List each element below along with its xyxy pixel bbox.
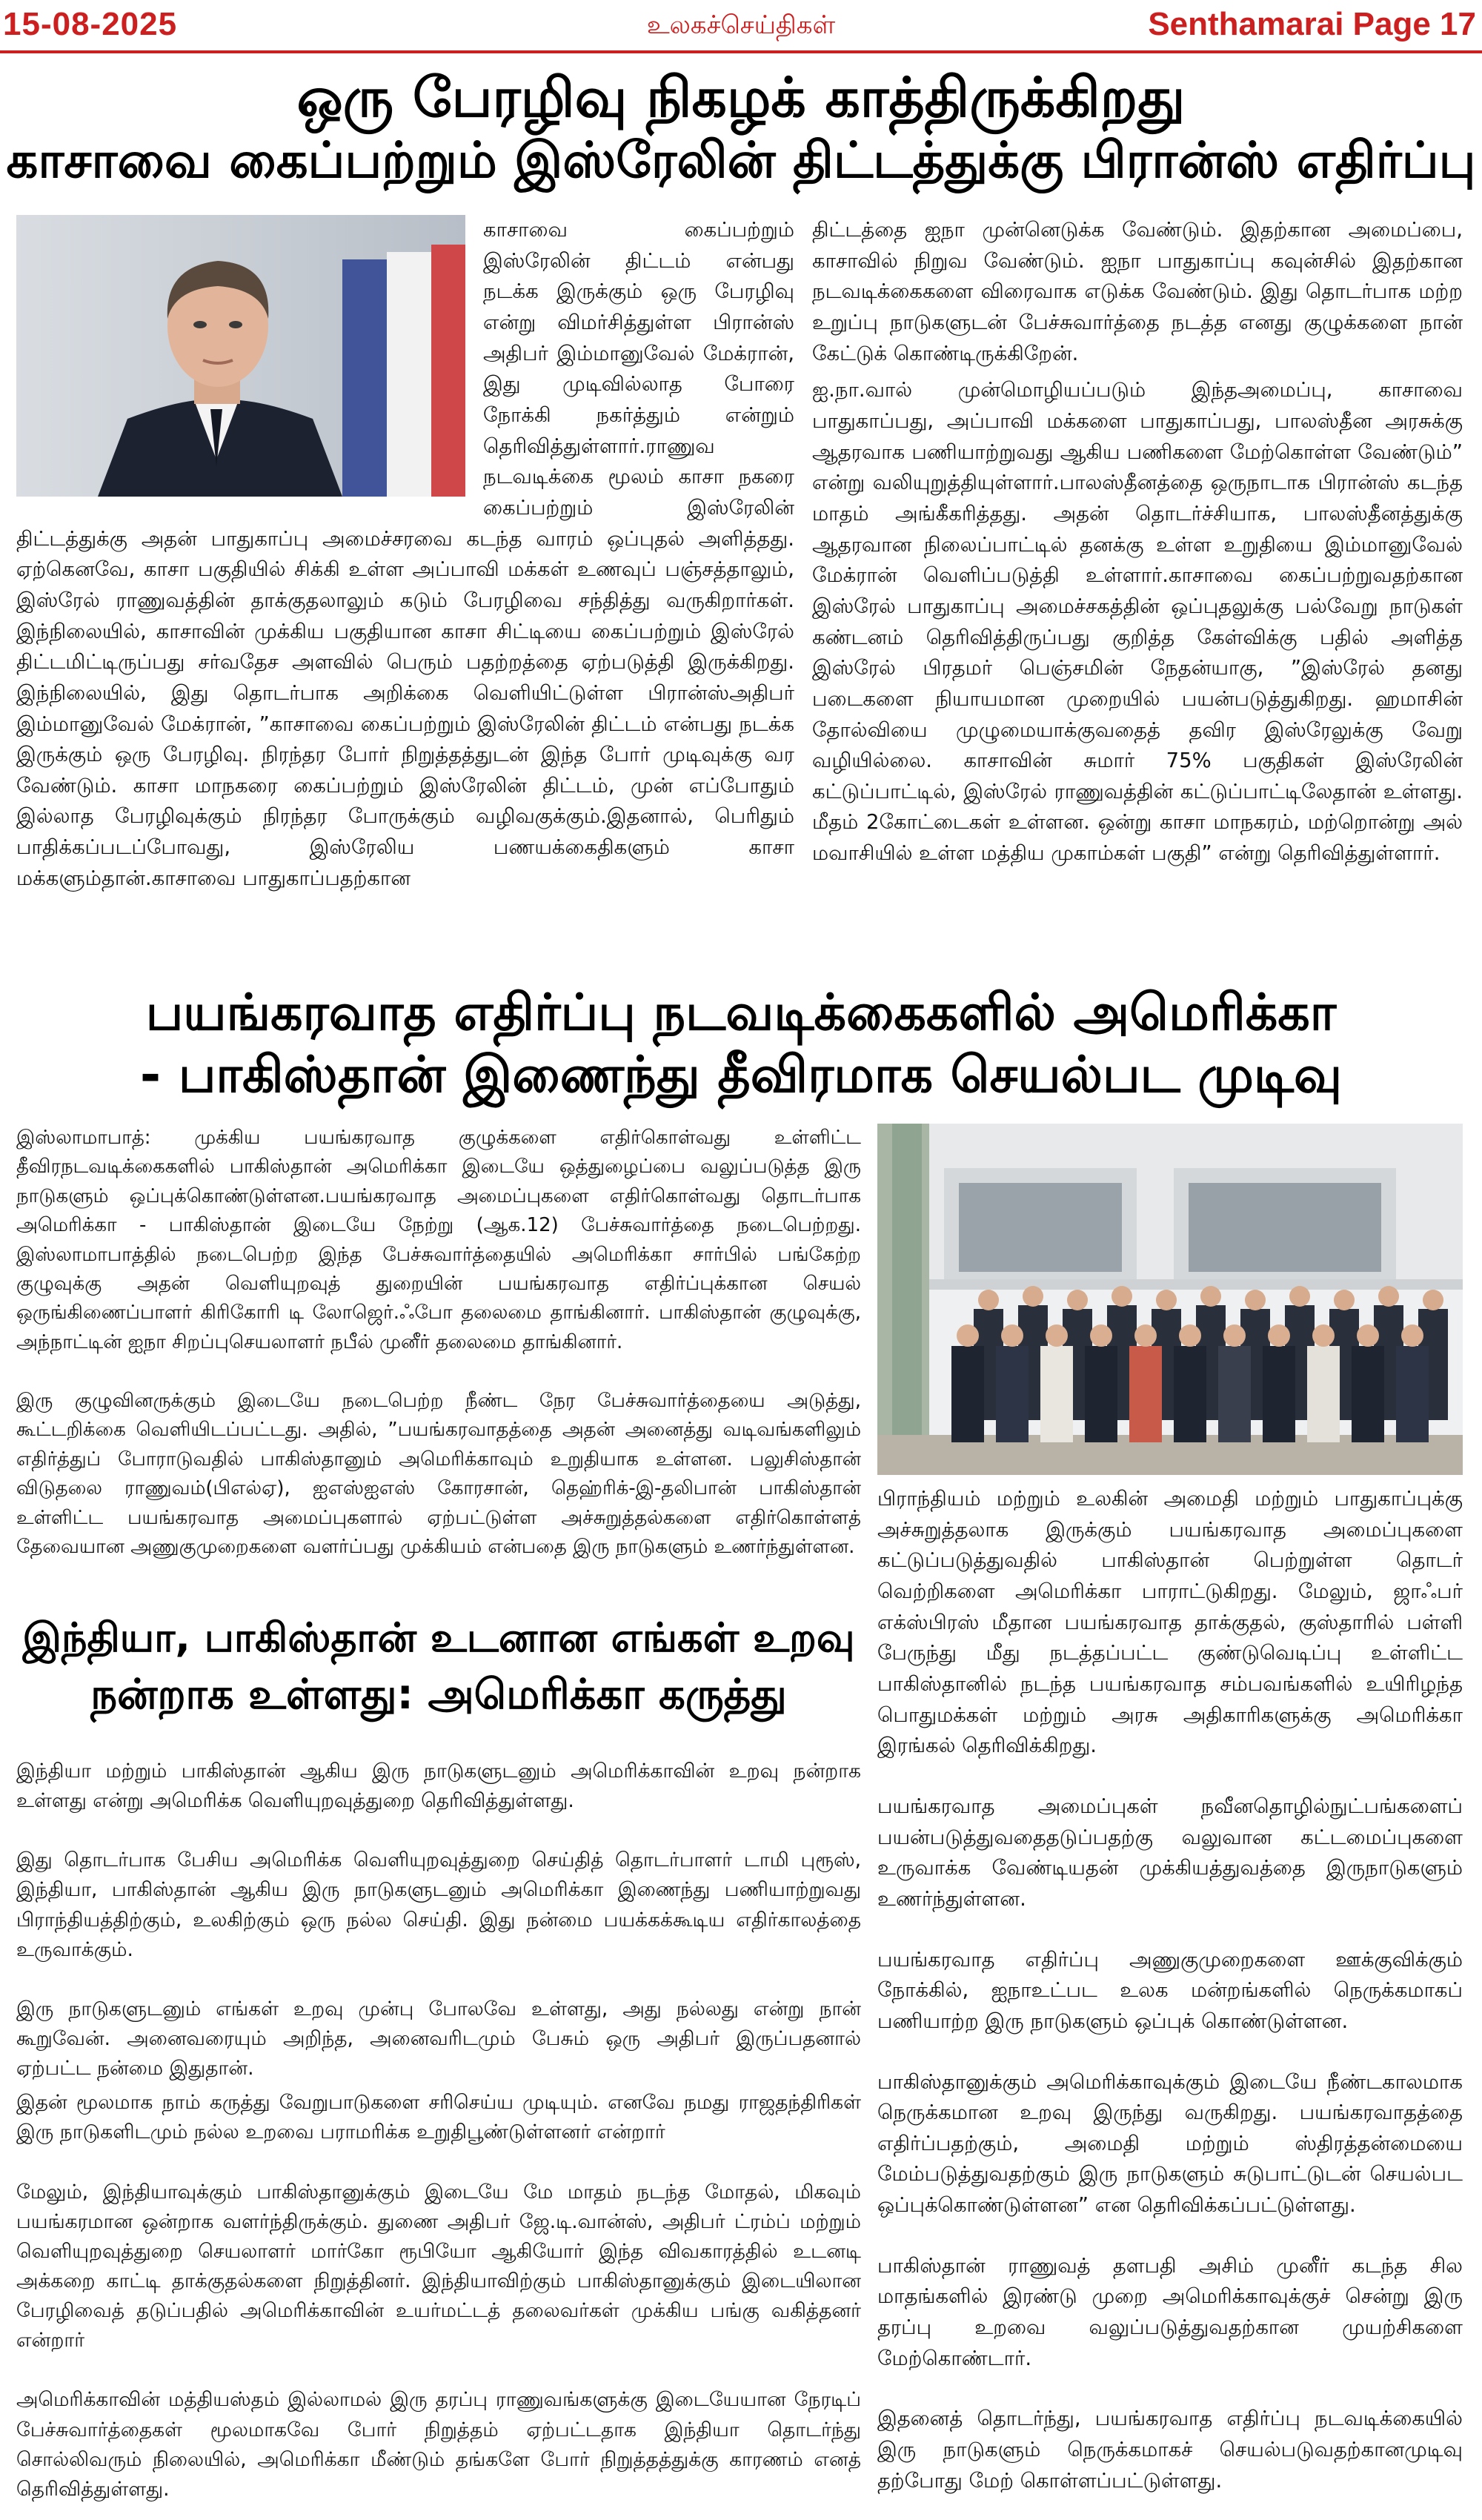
article1-column-right bbox=[812, 215, 1463, 875]
group-photo-icon bbox=[877, 1124, 1463, 1475]
issue-date: 15-08-2025 bbox=[3, 6, 178, 42]
article2-column-right bbox=[877, 1484, 1463, 2502]
article2-column-left bbox=[16, 1124, 861, 1568]
delegation-group-photo bbox=[877, 1124, 1463, 1475]
article2-headline-line2: - பாகிஸ்தான் இணைந்து தீவிரமாக செயல்பட முடிவு bbox=[139, 1046, 1343, 1104]
article2-paragraph: பாகிஸ்தானுக்கும் அமெரிக்காவுக்கும் இடையே நீண்டகாலமாக நெருக்கமான உறவு இருந்து வருகிறது. பயங்கரவாதத்தை எதிர்ப்பதற்கும், அமைதி மற்றும் ஸ்திரத்தன்மையை மேம்படுத்துவதற்கும் இரு நாடுகளும் சுடுபாட்டுடன் செயல்பட ஒப்புக்கொண்டுள்ளன” என தெரிவிக்கப்பட்டுள்ளது. bbox=[877, 2069, 1463, 2218]
article2-paragraph: இரு குழுவினருக்கும் இடையே நடைபெற்ற நீண்ட நேர பேச்சுவார்த்தையை அடுத்து, கூட்டறிக்கை வெளியிடப்பட்டது. அதில், ”பயங்கரவாதத்தை அதன் அனைத்து வடிவங்களிலும் எதிர்த்துப் போராடுவதில் பாகிஸ்தானும் அமெரிக்காவும் உறுதியாக உள்ளன. பலுசிஸ்தான் விடுதலை ராணுவம்(பிஎல்ஏ), ஐஎஸ்ஐஎஸ் கோரசான், தெஹ்ரிக்-இ-தலிபான் பாகிஸ்தான் உள்ளிட்ட பயங்கரவாத அமைப்புகளால் ஏற்பட்டுள்ள அச்சுறுத்தல்களை எதிர்கொள்ளத் தேவையான அணுகுமுறைகளை வளர்ப்பது முக்கியம் என்பதை இரு நாடுகளும் உணர்ந்துள்ளன. bbox=[16, 1390, 861, 1558]
article3-paragraph: இரு நாடுகளுடனும் எங்கள் உறவு முன்பு போலவே உள்ளது, அது நல்லது என்று நான் கூறுவேன். அனைவரையும் அறிந்த, அனைவரிடமும் பேசும் ஒரு அதிபர் இருப்பதனால் ஏற்பட்ட நன்மை இதுதான். bbox=[16, 1997, 861, 2080]
article2-paragraph: பயங்கரவாத எதிர்ப்பு அணுகுமுறைகளை ஊக்குவிக்கும் நோக்கில், ஐநாஉட்பட உலக மன்றங்களில் நெருக்கமாகப் பணியாற்ற இரு நாடுகளும் ஒப்புக் கொண்டுள்ளன. bbox=[877, 1947, 1463, 2033]
article3-headline-line2: நன்றாக உள்ளது: அமெரிக்கா கருத்து bbox=[90, 1671, 787, 1719]
article3-paragraph: அமெரிக்காவின் மத்தியஸ்தம் இல்லாமல் இரு தரப்பு ராணுவங்களுக்கு இடையேயான நேரடிப் பேச்சுவார்த்தைகள் மூலமாகவே போர் நிறுத்தம் ஏற்பட்டதாக இந்தியா தொடர்ந்து சொல்லிவரும் நிலையில், அமெரிக்கா மீண்டும் தங்களே போர் நிறுத்தத்துக்கு காரணம் எனத் தெரிவித்துள்ளது. bbox=[16, 2388, 861, 2501]
article1-paragraph: ஐ.நா.வால் முன்மொழியப்படும் இந்தஅமைப்பு, காசாவை பாதுகாப்பது, அப்பாவி மக்களை பாதுகாப்பது, பாலஸ்தீன அரசுக்கு ஆதரவாக பணியாற்றுவது ஆகிய பணிகளை மேற்கொள்ள வேண்டும்” என்று வலியுறுத்தியுள்ளார்.பாலஸ்தீனத்தை ஒருநாடாக பிரான்ஸ் கடந்த மாதம் அங்கீகரித்தது. அதன் தொடர்ச்சியாக, பாலஸ்தீனத்துக்கு ஆதரவான நிலைப்பாட்டில் தனக்கு உள்ள உறுதியை இம்மானுவேல் மேக்ரான் வெளிப்படுத்தி உள்ளார்.காசாவை கைப்பற்றுவதற்கான இஸ்ரேல் பாதுகாப்பு அமைச்சகத்தின் ஒப்புதலுக்கு பல்வேறு நாடுகள் கண்டனம் தெரிவித்திருப்பது குறித்த கேள்விக்கு பதில் அளித்த இஸ்ரேல் பிரதமர் பெஞ்சமின் நேதன்யாகு, ”இஸ்ரேல் தனது படைகளை நியாயமான முறையில் பயன்படுத்துகிறது. ஹமாசின் தோல்வியை முழுமையாக்குவதைத் தவிர இஸ்ரேலுக்கு வேறு வழியில்லை. காசாவின் சுமார் 75% பகுதிகள் இஸ்ரேலின் கட்டுப்பாட்டில், இஸ்ரேல் ராணுவத்தின் கட்டுப்பாட்டிலேதான் உள்ளது. மீதம் 2கோட்டைகள் உள்ளன. ஒன்று காசா மாநகரம், மற்றொன்று அல் மவாசியில் உள்ள மத்திய முகாம்கள் பகுதி” என்று தெரிவித்துள்ளார். bbox=[812, 378, 1463, 866]
article2-paragraph: இஸ்லாமாபாத்: முக்கிய பயங்கரவாத குழுக்களை எதிர்கொள்வது உள்ளிட்ட தீவிரநடவடிக்கைகளில் பாகிஸ்தான் அமெரிக்கா இடையே ஒத்துழைப்பை வலுப்படுத்த இரு நாடுகளும் ஒப்புக்கொண்டுள்ளன.பயங்கரவாத அமைப்புகளை எதிர்கொள்வது தொடர்பாக அமெரிக்கா - பாகிஸ்தான் இடையே நேற்று (ஆக.12) பேச்சுவார்த்தை நடைபெற்றது. இஸ்லாமாபாத்தில் நடைபெற்ற இந்த பேச்சுவார்த்தையில் அமெரிக்கா சார்பில் பங்கேற்ற குழுவுக்கு அதன் வெளியுறவுத் துறையின் பயங்கரவாத எதிர்ப்புக்கான செயல் ஒருங்கிணைப்பாளர் கிரிகோரி டி லோஜெர்.ஃபோ தலைமை தாங்கினார். பாகிஸ்தான் குழுவுக்கு, அந்நாட்டின் ஐநா சிறப்புசெயலாளர் நபீல் முனீர் தலைமை தாங்கினார். bbox=[16, 1127, 861, 1353]
article2-paragraph: பயங்கரவாத அமைப்புகள் நவீனதொழில்நுட்பங்களைப் பயன்படுத்துவதைதடுப்பதற்கு வலுவான கட்டமைப்புகளை உருவாக்க வேண்டியதன் முக்கியத்துவத்தை இருநாடுகளும் உணர்ந்துள்ளன. bbox=[877, 1794, 1463, 1911]
page-label: Senthamarai Page 17 bbox=[1148, 6, 1476, 42]
article1-headline-line2: காசாவை கைப்பற்றும் இஸ்ரேலின் திட்டத்துக்கு பிரான்ஸ் எதிர்ப்பு bbox=[6, 131, 1476, 189]
article3-headline-line1: இந்தியா, பாகிஸ்தான் உடனான எங்கள் உறவு bbox=[22, 1614, 855, 1661]
article1-headline-line1: ஒரு பேரழிவு நிகழக் காத்திருக்கிறது bbox=[296, 66, 1186, 130]
article3-paragraph: இதன் மூலமாக நாம் கருத்து வேறுபாடுகளை சரிசெய்ய முடியும். எனவே நமது ராஜதந்திரிகள் இரு நாடுகளிடமும் நல்ல உறவை பராமரிக்க உறுதிபூண்டுள்ளனர் என்றார் bbox=[16, 2091, 861, 2144]
section-title: உலகச்செய்திகள் bbox=[646, 10, 836, 40]
photo1-float-spacer bbox=[16, 215, 483, 505]
article2-paragraph: இதனைத் தொடர்ந்து, பயங்கரவாத எதிர்ப்பு நடவடிக்கையில் இரு நாடுகளும் நெருக்கமாகச் செயல்படுவதற்கானமுடிவு தற்போது மேற் கொள்ளப்பட்டுள்ளது. bbox=[877, 2407, 1463, 2493]
article3-paragraph: மேலும், இந்தியாவுக்கும் பாகிஸ்தானுக்கும் இடையே மே மாதம் நடந்த மோதல், மிகவும் பயங்கரமான ஒன்றாக வளர்ந்திருக்கும். துணை அதிபர் ஜே.டி.வான்ஸ், அதிபர் ட்ரம்ப் மற்றும் வெளியுறவுத்துறை செயலாளர் மார்கோ ரூபியோ ஆகியோர் இந்த விவகாரத்தில் உடனடி அக்கறை காட்டி தாக்குதல்களை நிறுத்தினர். இந்தியாவிற்கும் பாகிஸ்தானுக்கும் இடையிலான பேரழிவைத் தடுப்பதில் அமெரிக்காவின் உயர்மட்டத் தலைவர்கள் முக்கிய பங்கு வகித்தனர் என்றார் bbox=[16, 2180, 861, 2352]
article3-paragraph: இந்தியா மற்றும் பாகிஸ்தான் ஆகிய இரு நாடுகளுடனும் அமெரிக்காவின் உறவு நன்றாக உள்ளது என்று அமெரிக்க வெளியுறவுத்துறை தெரிவித்துள்ளது. bbox=[16, 1760, 861, 1813]
article3-paragraph: இது தொடர்பாக பேசிய அமெரிக்க வெளியுறவுத்துறை செய்தித் தொடர்பாளர் டாமி புரூஸ், இந்தியா, பாகிஸ்தான் ஆகிய இரு நாடுகளுடனும் அமெரிக்கா இணைந்து பணியாற்றுவது பிராந்தியத்திற்கும், உலகிற்கும் ஒரு நல்ல செய்தி. இது நன்மை பயக்கக்கூடிய எதிர்காலத்தை உருவாக்கும். bbox=[16, 1848, 861, 1961]
header-rule bbox=[0, 50, 1482, 53]
article1-paragraph: திட்டத்தை ஐநா முன்னெடுக்க வேண்டும். இதற்கான அமைப்பை, காசாவில் நிறுவ வேண்டும். ஐநா பாதுகாப்பு கவுன்சில் இதற்கான நடவடிக்கைகளை விரைவாக எடுக்க வேண்டும். இது தொடர்பாக மற்ற உறுப்பு நாடுகளுடன் பேச்சுவார்த்தை நடத்த எனது குழுக்களை நான் கேட்டுக் கொண்டிருக்கிறேன். bbox=[812, 218, 1463, 365]
article2-paragraph: பிராந்தியம் மற்றும் உலகின் அமைதி மற்றும் பாதுகாப்புக்கு அச்சுறுத்தலாக இருக்கும் பயங்கரவாத அமைப்புகளை கட்டுப்படுத்துவதில் பாகிஸ்தான் பெற்றுள்ள தொடர் வெற்றிகளை அமெரிக்கா பாராட்டுகிறது. மேலும், ஜாஃபர் எக்ஸ்பிரஸ் மீதான பயங்கரவாத தாக்குதல், குஸ்தாரில் பள்ளி பேருந்து மீது நடத்தப்பட்ட குண்டுவெடிப்பு உள்ளிட்ட பாகிஸ்தானில் நடந்த பயங்கரவாத சம்பவங்களில் உயிரிழந்த பொதுமக்கள் மற்றும் அரசு அதிகாரிகளுக்கு அமெரிக்கா இரங்கல் தெரிவிக்கிறது. bbox=[877, 1487, 1463, 1758]
article2-headline-line1: பயங்கரவாத எதிர்ப்பு நடவடிக்கைகளில் அமெரிக்கா bbox=[145, 984, 1337, 1042]
article1-column-left bbox=[16, 215, 794, 900]
article1-paragraph: காசாவை கைப்பற்றும் இஸ்ரேலின் திட்டம் என்பது நடக்க இருக்கும் ஒரு பேரழிவு என்று விமர்சித்துள்ள பிரான்ஸ் அதிபர் இம்மானுவேல் மேக்ரான், இது முடிவில்லாத போரை நோக்கி நகர்த்தும் என்றும் தெரிவித்துள்ளார்.ராணுவ நடவடிக்கை மூலம் காசா நகரை கைப்பற்றும் இஸ்ரேலின் திட்டத்துக்கு அதன் பாதுகாப்பு அமைச்சரவை கடந்த வாரம் ஒப்புதல் அளித்தது. ஏற்கெனவே, காசா பகுதியில் சிக்கி உள்ள அப்பாவி மக்கள் உணவுப் பஞ்சத்தாலும், இஸ்ரேல் ராணுவத்தின் தாக்குதலாலும் கடும் பேரழிவை சந்தித்து வருகிறார்கள். இந்நிலையில், காசாவின் முக்கிய பகுதியான காசா சிட்டியை கைப்பற்றும் இஸ்ரேல் திட்டமிட்டிருப்பது சர்வதேச அளவில் பெரும் பதற்றத்தை ஏற்படுத்தி இருக்கிறது. இந்நிலையில், இது தொடர்பாக அறிக்கை வெளியிட்டுள்ள பிரான்ஸ்அதிபர் இம்மானுவேல் மேக்ரான், ”காசாவை கைப்பற்றும் இஸ்ரேலின் திட்டம் என்பது நடக்க இருக்கும் ஒரு பேரழிவு. நிரந்தர போர் நிறுத்தத்துடன் இந்த போர் முடிவுக்கு வர வேண்டும். காசா மாநகரை கைப்பற்றும் இஸ்ரேலின் திட்டம், முன் எப்போதும் இல்லாத பேரழிவுக்கும் நிரந்தர போருக்கும் வழிவகுக்கும்.இதனால், பெரிதும் பாதிக்கப்படப்போவது, இஸ்ரேலிய பணயக்கைதிகளும் காசா மக்களும்தான்.காசாவை பாதுகாப்பதற்கான bbox=[16, 218, 794, 890]
article2-paragraph: பாகிஸ்தான் ராணுவத் தளபதி அசிம் முனீர் கடந்த சில மாதங்களில் இரண்டு முறை அமெரிக்காவுக்குச் சென்று இரு தரப்பு உறவை வலுப்படுத்துவதற்கான முயற்சிகளை மேற்கொண்டார். bbox=[877, 2253, 1463, 2370]
article3-column bbox=[16, 1757, 861, 2510]
